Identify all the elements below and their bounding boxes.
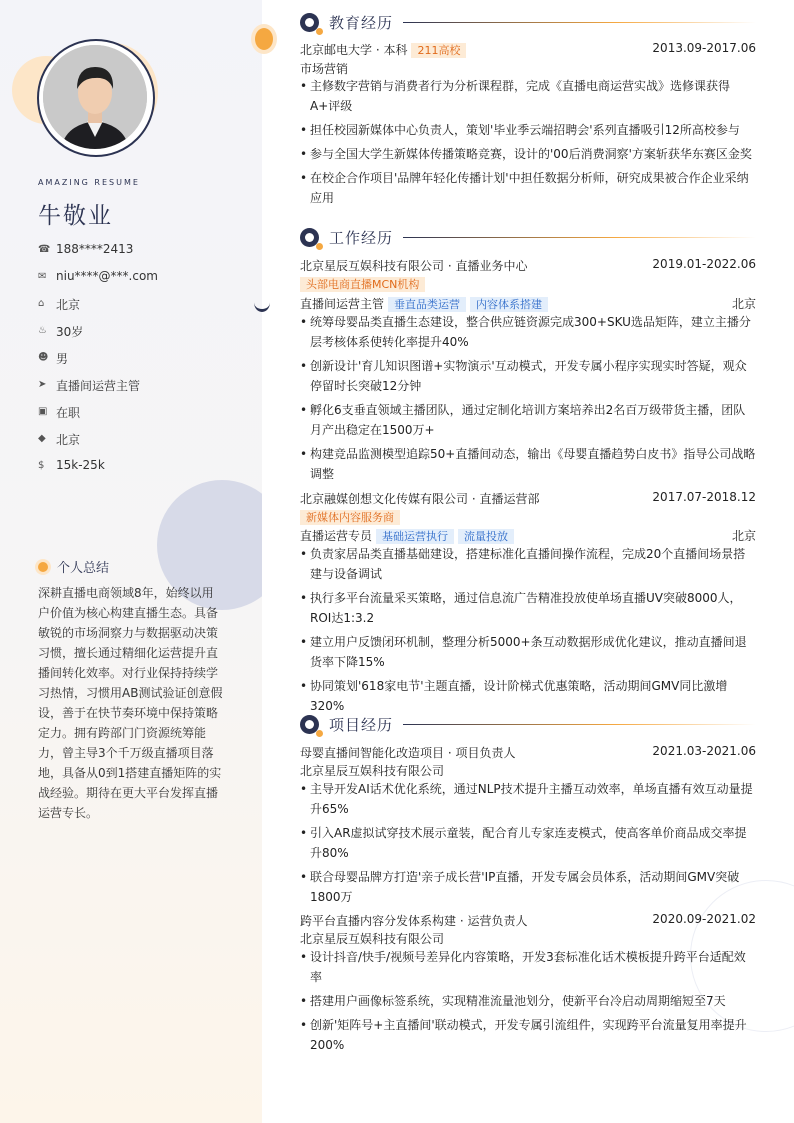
briefcase-icon: ▣ bbox=[38, 406, 48, 417]
company-name: 北京融媒创想文化传媒有限公司 · 直播运营部 bbox=[300, 492, 540, 506]
location-icon: ◆ bbox=[38, 433, 46, 444]
contact-text: 188****2413 bbox=[56, 242, 134, 256]
decorative-dot bbox=[255, 28, 273, 50]
project-row bbox=[300, 744, 756, 761]
list-item: • 协同策划'618家电节'主题直播，设计阶梯式优惠策略，活动期间GMV同比激增320% bbox=[300, 679, 728, 713]
project-name: 跨平台直播内容分发体系构建 · 运营负责人 bbox=[300, 914, 528, 928]
role-tag: 基础运营执行 bbox=[376, 529, 454, 544]
section-title: 项目经历 bbox=[329, 716, 394, 734]
salary-icon: $ bbox=[38, 460, 45, 471]
project-row bbox=[300, 912, 756, 929]
section-icon bbox=[300, 715, 319, 734]
contact-salary bbox=[38, 458, 158, 485]
contact-email bbox=[38, 269, 158, 296]
list-item: • 主导开发AI话术优化系统，通过NLP技术提升主播互动效率，单场直播有效互动量提升65% bbox=[300, 782, 753, 816]
list-item: • 负责家居品类直播基础建设，搭建标准化直播间操作流程，完成20个直播间场景搭建与设备调试 bbox=[300, 547, 746, 581]
school-name: 北京邮电大学 · 本科 bbox=[300, 43, 408, 57]
education-row bbox=[300, 41, 756, 58]
major: 市场营销 bbox=[300, 62, 349, 76]
contact-text: 直播间运营主管 bbox=[56, 379, 141, 393]
mail-icon: ✉ bbox=[38, 271, 47, 282]
list-item: • 联合母婴品牌方打造'亲子成长营'IP直播，开发专属会员体系，活动期间GMV突破1800万 bbox=[300, 870, 740, 904]
contact-list bbox=[38, 242, 158, 485]
decorative-arc bbox=[254, 293, 270, 312]
list-item: • 统筹母婴品类直播生态建设，整合供应链资源完成300+SKU选品矩阵，建立主播分层考核体系使转化率提升40% bbox=[300, 315, 751, 349]
job-role: 直播运营专员 bbox=[300, 529, 373, 543]
role-tag: 内容体系搭建 bbox=[470, 297, 548, 312]
job-company-row bbox=[300, 257, 756, 274]
company-tag: 头部电商直播MCN机构 bbox=[300, 277, 425, 292]
gender-icon: ☻ bbox=[38, 352, 49, 363]
company-name: 北京星辰互娱科技有限公司 · 直播业务中心 bbox=[300, 259, 528, 273]
list-item: • 设计抖音/快手/视频号差异化内容策略，开发3套标准化话术模板提升跨平台适配效率 bbox=[300, 950, 746, 984]
avatar bbox=[43, 45, 147, 149]
contact-text: 北京 bbox=[56, 433, 81, 447]
section-icon bbox=[300, 13, 319, 32]
contact-age bbox=[38, 323, 158, 350]
contact-text: 15k-25k bbox=[56, 458, 105, 472]
education-date: 2013.09-2017.06 bbox=[652, 41, 756, 55]
resume-tagline: AMAZING RESUME bbox=[38, 178, 140, 187]
project-name: 母婴直播间智能化改造项目 · 项目负责人 bbox=[300, 746, 516, 760]
work-heading bbox=[300, 227, 756, 248]
contact-phone bbox=[38, 242, 158, 269]
project-date: 2020.09-2021.02 bbox=[652, 912, 756, 926]
contact-text: 30岁 bbox=[56, 325, 84, 339]
avatar-portrait bbox=[43, 45, 147, 149]
list-item: • 执行多平台流量采买策略，通过信息流广告精准投放使单场直播UV突破8000人，ROI达1:3.2 bbox=[300, 591, 742, 625]
summary-heading bbox=[38, 557, 109, 576]
contact-text: 在职 bbox=[56, 406, 81, 420]
section-divider bbox=[403, 237, 756, 238]
job-city: 北京 bbox=[731, 529, 756, 543]
list-item: • 担任校园新媒体中心负责人，策划'毕业季云端招聘会'系列直播吸引12所高校参与 bbox=[300, 123, 740, 137]
project-org: 北京星辰互娱科技有限公司 bbox=[300, 764, 445, 778]
contact-status bbox=[38, 404, 158, 431]
project-date: 2021.03-2021.06 bbox=[652, 744, 756, 758]
candidate-name: 牛敬业 bbox=[38, 203, 113, 229]
job-city: 北京 bbox=[731, 297, 756, 311]
section-divider bbox=[403, 724, 756, 725]
section-title: 教育经历 bbox=[329, 14, 394, 32]
list-item: • 参与全国大学生新媒体传播策略竞赛，设计的'00后消费洞察'方案斩获华东赛区金奖 bbox=[300, 147, 752, 161]
list-item: • 在校企合作项目'品牌年轻化传播计划'中担任数据分析师，研究成果被合作企业采纳应用 bbox=[300, 171, 749, 205]
section-icon bbox=[300, 228, 319, 247]
contact-location bbox=[38, 431, 158, 458]
contact-text: niu****@***.com bbox=[56, 269, 158, 283]
job-role-row bbox=[300, 527, 756, 544]
job-role-row bbox=[300, 295, 756, 312]
job-date: 2017.07-2018.12 bbox=[652, 490, 756, 504]
contact-text: 男 bbox=[56, 352, 69, 366]
section-title: 工作经历 bbox=[329, 229, 394, 247]
sidebar bbox=[0, 0, 262, 1123]
contact-text: 北京 bbox=[56, 298, 81, 312]
home-icon: ⌂ bbox=[38, 298, 45, 309]
job-company-row bbox=[300, 490, 756, 507]
list-item: • 主修数字营销与消费者行为分析课程群，完成《直播电商运营实战》选修课获得A+评级 bbox=[300, 79, 731, 113]
contact-position bbox=[38, 377, 158, 404]
project-org: 北京星辰互娱科技有限公司 bbox=[300, 932, 445, 946]
job-role: 直播间运营主管 bbox=[300, 297, 385, 311]
education-heading bbox=[300, 12, 756, 33]
summary-text: 深耕直播电商领域8年，始终以用户价值为核心构建直播生态。具备敏锐的市场洞察力与数据驱动决策习惯，擅长通过精细化运营提升直播间转化效率。对行业保持持续学习热情，习惯用AB测试验证创意假设，善于在快节奏环境中保持策略定力。拥有跨部门门资源统筹能力，曾主导3个千万级直播项目落地，具备从0到1搭建直播矩阵的实战经验。期待在更大平台发挥直播运营专长。 bbox=[38, 586, 223, 820]
list-item: • 引入AR虚拟试穿技术展示童装，配合育儿专家连麦模式，使高客单价商品成交率提升80% bbox=[300, 826, 747, 860]
summary-title: 个人总结 bbox=[57, 561, 110, 576]
cake-icon: ♨ bbox=[38, 325, 47, 336]
list-item: • 构建竞品监测模型追踪50+直播间动态，输出《母婴直播趋势白皮书》指导公司战略调整 bbox=[300, 447, 756, 481]
company-tag-row bbox=[300, 510, 756, 525]
contact-gender bbox=[38, 350, 158, 377]
phone-icon: ☎ bbox=[38, 244, 51, 255]
list-item: • 创新设计'育儿知识图谱+实物演示'互动模式，开发专属小程序实现实时答疑，观众停留时长突破12分钟 bbox=[300, 359, 747, 393]
list-item: • 孵化6支垂直领域主播团队，通过定制化培训方案培养出2名百万级带货主播，团队月产出稳定在1500万+ bbox=[300, 403, 746, 437]
company-tag: 新媒体内容服务商 bbox=[300, 510, 400, 525]
send-icon: ➤ bbox=[38, 379, 47, 390]
list-item: • 创新'矩阵号+主直播间'联动模式，开发专属引流组件，实现跨平台流量复用率提升200% bbox=[300, 1018, 747, 1052]
role-tag: 流量投放 bbox=[458, 529, 514, 544]
list-item: • 建立用户反馈闭环机制，整理分析5000+条互动数据形成优化建议，推动直播间退货率下降15% bbox=[300, 635, 747, 669]
company-tag-row bbox=[300, 277, 756, 292]
bullet-dot-icon bbox=[38, 562, 48, 572]
list-item: • 搭建用户画像标签系统，实现精准流量池划分，使新平台冷启动周期缩短至7天 bbox=[300, 994, 726, 1008]
contact-hometown bbox=[38, 296, 158, 323]
section-divider bbox=[403, 22, 756, 23]
job-date: 2019.01-2022.06 bbox=[652, 257, 756, 271]
school-tag: 211高校 bbox=[411, 43, 466, 58]
role-tag: 垂直品类运营 bbox=[388, 297, 466, 312]
projects-heading bbox=[300, 714, 756, 735]
